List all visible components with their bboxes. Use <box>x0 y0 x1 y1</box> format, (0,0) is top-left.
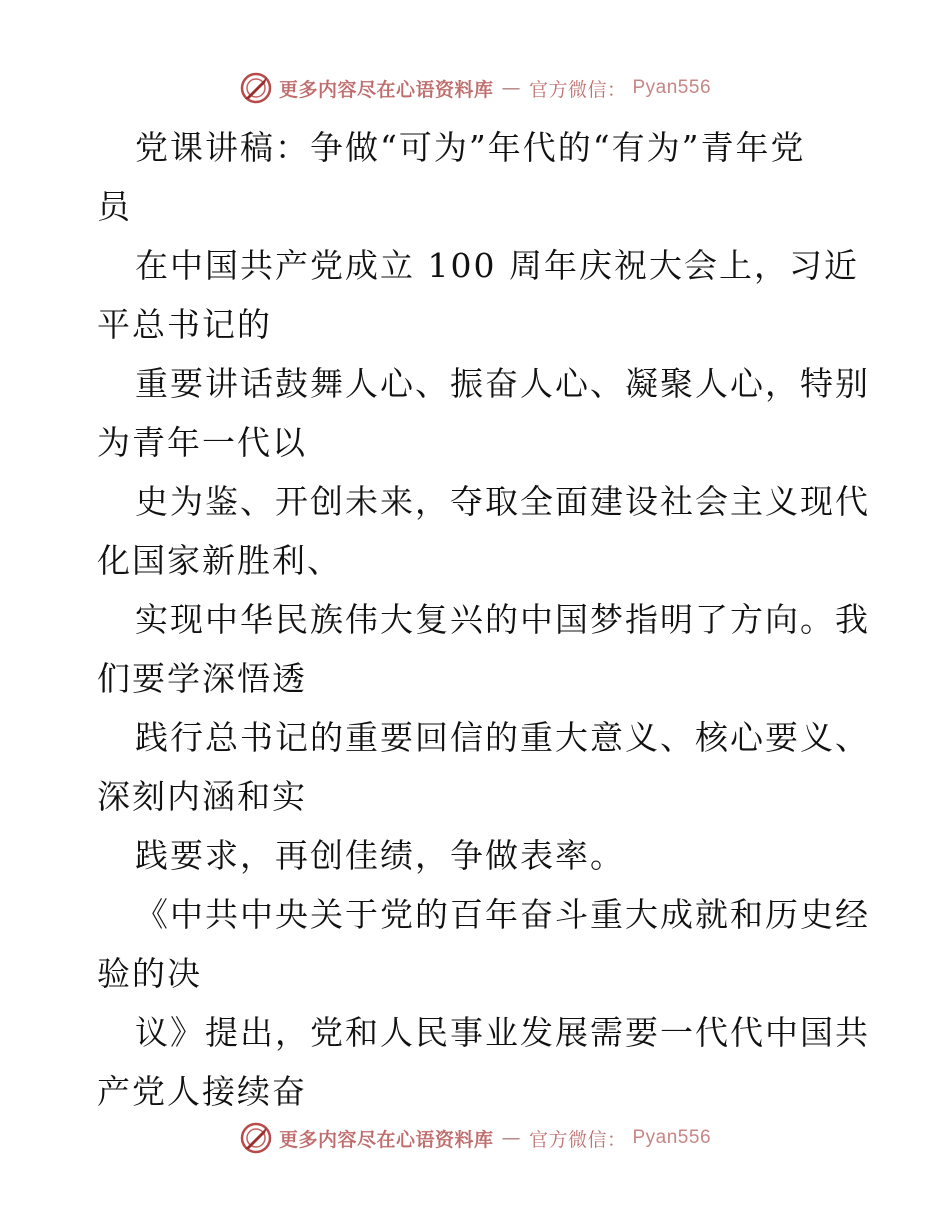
pen-logo-icon <box>239 1121 273 1155</box>
watermark-dash: — <box>501 1127 521 1149</box>
text-line: 在中国共产党成立 100 周年庆祝大会上，习近 <box>135 246 859 285</box>
text-line: 重要讲话鼓舞人心、振奋人心、凝聚人心，特别 <box>135 364 870 403</box>
watermark-brand: 更多内容尽在心语资料库 <box>278 1128 494 1151</box>
text-line: 深刻内涵和实 <box>97 777 307 816</box>
watermark-wechat-label: 官方微信： <box>528 78 627 101</box>
header-watermark <box>0 68 950 108</box>
text-line: 验的决 <box>97 954 202 993</box>
watermark-wechat-id: Pyan556 <box>632 77 712 98</box>
text-line: 实现中华民族伟大复兴的中国梦指明了方向。我 <box>135 600 870 639</box>
text-line: 议》提出，党和人民事业发展需要一代代中国共 <box>135 1013 870 1052</box>
footer-watermark <box>0 1118 950 1158</box>
watermark-brand: 更多内容尽在心语资料库 <box>278 78 494 101</box>
watermark-wechat-label: 官方微信： <box>528 1128 627 1151</box>
pen-logo-icon <box>239 71 273 105</box>
document-body <box>97 118 870 1121</box>
text-line: 为青年一代以 <box>97 423 307 462</box>
text-line: 《中共中央关于党的百年奋斗重大成就和历史经 <box>135 895 870 934</box>
text-line: 践行总书记的重要回信的重大意义、核心要义、 <box>135 718 870 757</box>
text-line: 产党人接续奋 <box>97 1072 307 1111</box>
text-line: 践要求，再创佳绩，争做表率。 <box>135 836 625 875</box>
text-line: 们要学深悟透 <box>97 659 307 698</box>
title-line-2: 员 <box>97 187 132 226</box>
text-line: 平总书记的 <box>97 305 272 344</box>
watermark-wechat-id: Pyan556 <box>632 1127 712 1148</box>
title-line-1: 党课讲稿：争做“可为”年代的“有为”青年党 <box>135 128 806 167</box>
text-line: 化国家新胜利、 <box>97 541 342 580</box>
watermark-dash: — <box>501 77 521 99</box>
text-line: 史为鉴、开创未来，夺取全面建设社会主义现代 <box>135 482 870 521</box>
